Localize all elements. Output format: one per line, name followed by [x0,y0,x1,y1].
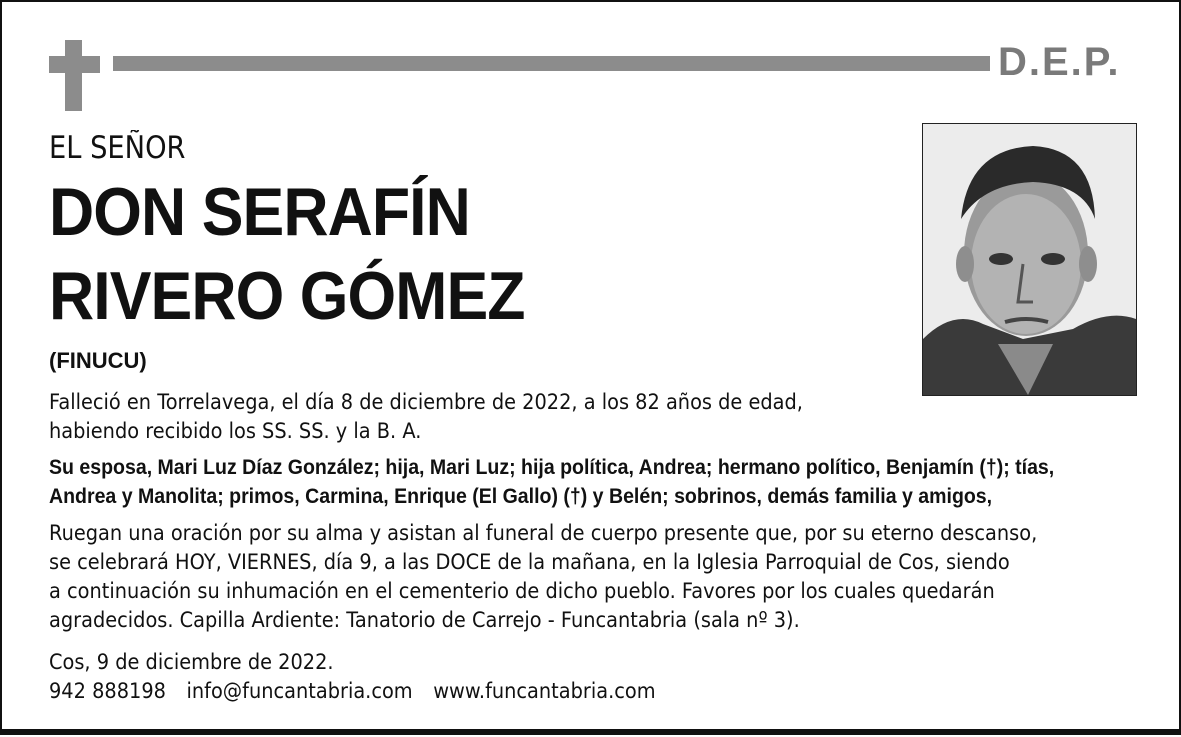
request-line: Ruegan una oración por su alma y asistan al funeral de cuerpo presente que, por su eterno descanso, [49,521,1038,546]
portrait-photo [922,123,1137,396]
email-address[interactable]: info@funcantabria.com [186,679,413,704]
family-line: Andrea y Manolita; primos, Carmina, Enrique (El Gallo) (†) y Belén; sobrinos, demás familia y amigos, [49,485,993,508]
funeral-request [49,519,1037,635]
website-link[interactable]: www.funcantabria.com [433,679,656,704]
death-notice [49,388,803,446]
death-notice-line: Falleció en Torrelavega, el día 8 de diciembre de 2022, a los 82 años de edad, [49,390,803,415]
portrait-image [923,124,1136,395]
phone-number: 942 888198 [49,679,166,704]
request-line: a continuación su inhumación en el cementerio de dicho pueblo. Favores por los cuales quedarán [49,579,995,604]
dep-mark: D.E.P. [998,40,1121,84]
contact-line [49,677,670,706]
nickname: (FINUCU) [49,348,147,373]
date-place: Cos, 9 de diciembre de 2022. [49,650,334,675]
cross-icon-bar [49,56,100,73]
family-line: Su esposa, Mari Luz Díaz González; hija, Mari Luz; hija política, Andrea; hermano político, Benjamín (†); tías, [49,456,1055,479]
death-notice-line: habiendo recibido los SS. SS. y la B. A. [49,419,422,444]
header-rule [113,56,990,71]
deceased-name-line-1: DON SERAFÍN [49,174,470,250]
family-list [49,453,1054,511]
honorific-title: EL SEÑOR [49,130,186,166]
footer [49,648,670,706]
cross-icon [65,40,82,111]
request-line: se celebrará HOY, VIERNES, día 9, a las DOCE de la mañana, en la Iglesia Parroquial de Cos, siendo [49,550,1010,575]
request-line: agradecidos. Capilla Ardiente: Tanatorio de Carrejo - Funcantabria (sala nº 3). [49,608,800,633]
deceased-name-line-2: RIVERO GÓMEZ [49,258,525,334]
